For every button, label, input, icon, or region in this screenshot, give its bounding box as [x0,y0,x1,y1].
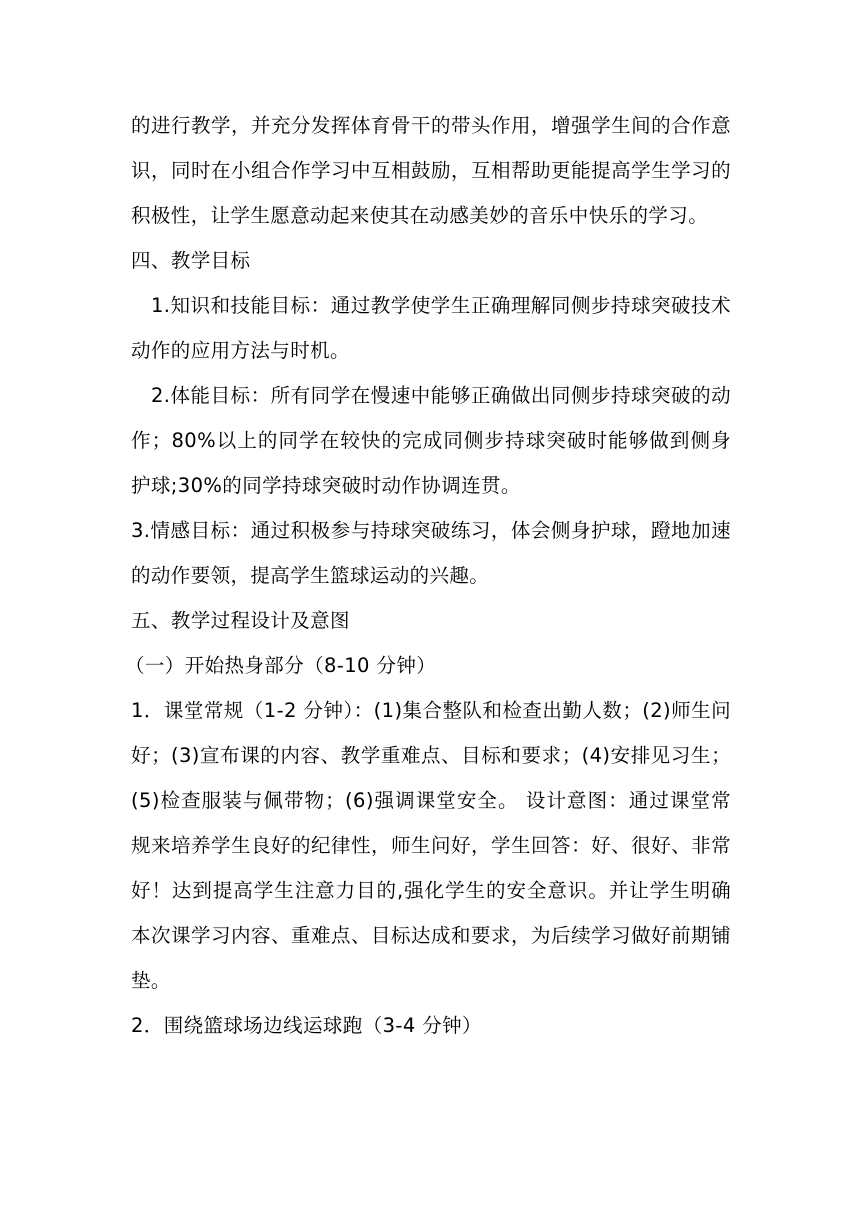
subheading-warmup: （一）开始热身部分（8-10 分钟） [125,654,437,677]
heading-teaching-process: 五、教学过程设计及意图 [131,609,350,632]
item-class-routine: 1．课堂常规（1-2 分钟）：(1)集合整队和检查出勤人数；(2)师生问好；(3)宣布课的内容、教学重难点、目标和要求；(4)安排见习生；(5)检查服装与佩带物；(6)强调课堂安全。 设计意图：通过课堂常规来培养学生良好的纪律性，师生问好，学生回答：好、很好、非常好！达到提高学生注意力目的,强化学生的安全意识。并让学生明确本次课学习内容、重难点、目标达成和要求，为后续学习做好前期铺垫。 [131,699,731,992]
document-body [125,103,731,1048]
objective-knowledge-skills: 1.知识和技能目标：通过教学使学生正确理解同侧步持球突破技术动作的应用方法与时机。 [131,294,731,362]
item-dribble-run: 2．围绕篮球场边线运球跑（3-4 分钟） [131,1014,482,1037]
paragraph-teaching-method: 的进行教学，并充分发挥体育骨干的带头作用，增强学生间的合作意识，同时在小组合作学习中互相鼓励，互相帮助更能提高学生学习的积极性，让学生愿意动起来使其在动感美妙的音乐中快乐的学习。 [131,114,731,227]
heading-teaching-objectives: 四、教学目标 [131,249,251,272]
objective-physical-fitness: 2.体能目标：所有同学在慢速中能够正确做出同侧步持球突破的动作；80%以上的同学在较快的完成同侧步持球突破时能够做到侧身护球;30%的同学持球突破时动作协调连贯。 [131,384,731,497]
objective-emotional: 3.情感目标：通过积极参与持球突破练习，体会侧身护球，蹬地加速的动作要领，提高学生篮球运动的兴趣。 [131,519,731,587]
